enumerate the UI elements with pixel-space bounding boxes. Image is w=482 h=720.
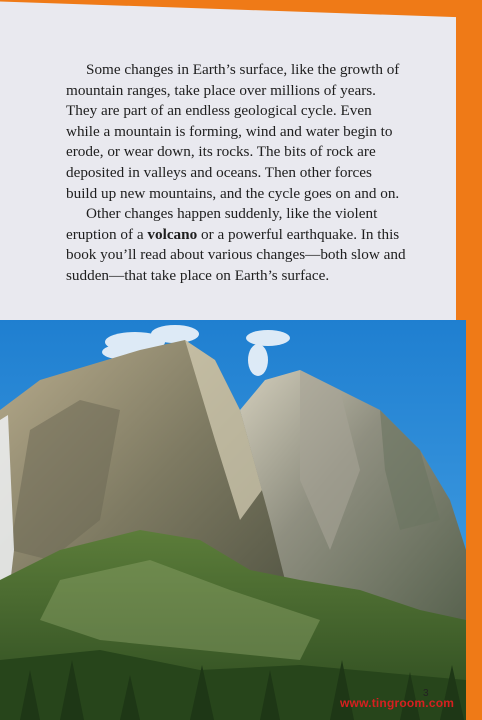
paragraph-2-end: or a powerful earthquake. In this book you’ll read about various changes—both slow and sudden—that take place on Earth’s surface. bbox=[66, 225, 406, 284]
keyword-volcano: volcano bbox=[147, 225, 198, 243]
mountain-photo bbox=[0, 320, 466, 720]
paragraph-2 bbox=[66, 204, 406, 286]
body-text bbox=[66, 60, 406, 287]
page-number: 3 bbox=[423, 688, 429, 699]
watermark: www.tingroom.com bbox=[340, 696, 455, 710]
paragraph-1: Some changes in Earth’s surface, like the growth of mountain ranges, take place over millions of years. They are part of an endless geological cycle. Even while a mountain is forming, wind and water begin to erode, or wear down, its rocks. The bits of rock are deposited in valleys and oceans. Then other forces build up new mountains, and the cycle goes on and on. bbox=[66, 61, 400, 202]
paragraph-2-start: Other changes happen suddenly, like the violent eruption of a bbox=[66, 205, 378, 243]
